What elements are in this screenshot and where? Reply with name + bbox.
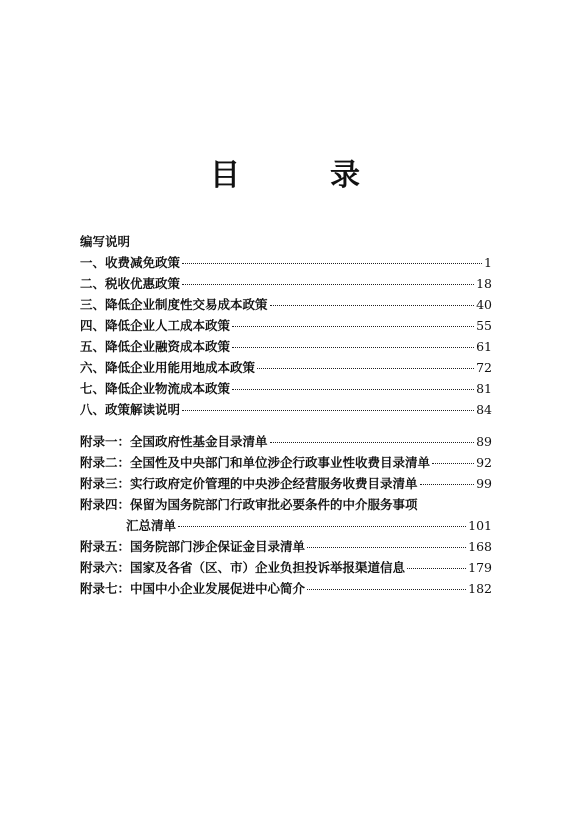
toc-entry-label: 二、税收优惠政策	[80, 276, 181, 291]
toc-entry-label: 附录五：国务院部门涉企保证金目录清单	[80, 539, 306, 554]
toc-entry-page: 101	[468, 518, 492, 533]
dot-leader	[307, 588, 466, 590]
dot-leader	[182, 283, 474, 285]
dot-leader	[232, 388, 474, 390]
dot-leader	[182, 409, 474, 411]
toc-entry-label: 七、降低企业物流成本政策	[80, 381, 231, 396]
dot-leader	[432, 462, 474, 464]
toc-entry-label: 三、降低企业制度性交易成本政策	[80, 297, 268, 312]
dot-leader	[420, 483, 475, 485]
table-of-contents	[80, 233, 492, 601]
toc-entry-chapter-3[interactable]	[80, 296, 492, 317]
toc-entry-page: 18	[476, 276, 492, 291]
toc-entry-page: 61	[476, 339, 492, 354]
toc-entry-chapter-5[interactable]	[80, 338, 492, 359]
toc-entry-label: 附录二：全国性及中央部门和单位涉企行政事业性收费目录清单	[80, 455, 431, 470]
dot-leader	[257, 367, 474, 369]
toc-entry-chapter-1[interactable]	[80, 254, 492, 275]
dot-leader	[270, 441, 475, 443]
toc-entry-appendix-4-continued[interactable]	[80, 517, 492, 538]
toc-entry-page: 40	[476, 297, 492, 312]
dot-leader	[407, 567, 466, 569]
toc-entry-page: 55	[476, 318, 492, 333]
toc-entry-appendix-4[interactable]	[80, 496, 492, 517]
dot-leader	[182, 262, 482, 264]
toc-entry-chapter-6[interactable]	[80, 359, 492, 380]
toc-entry-page: 92	[476, 455, 492, 470]
toc-entry-label: 五、降低企业融资成本政策	[80, 339, 231, 354]
toc-entry-label: 八、政策解读说明	[80, 402, 181, 417]
toc-entry-page: 84	[476, 402, 492, 417]
dot-leader	[232, 325, 474, 327]
toc-entry-chapter-8[interactable]	[80, 401, 492, 422]
toc-entry-label: 一、收费减免政策	[80, 255, 181, 270]
toc-entry-chapter-2[interactable]	[80, 275, 492, 296]
toc-entry-chapter-7[interactable]	[80, 380, 492, 401]
toc-entry-page: 168	[468, 539, 492, 554]
toc-entry-label: 四、降低企业人工成本政策	[80, 318, 231, 333]
toc-entry-label: 附录六：国家及各省（区、市）企业负担投诉举报渠道信息	[80, 560, 406, 575]
page-title: 目 录	[210, 158, 390, 193]
toc-entry-page: 81	[476, 381, 492, 396]
toc-entry-page: 72	[476, 360, 492, 375]
toc-entry-label-continued: 汇总清单	[126, 518, 177, 533]
toc-entry-appendix-5[interactable]	[80, 538, 492, 559]
toc-entry-chapter-4[interactable]	[80, 317, 492, 338]
intro-heading[interactable]: 编写说明	[80, 234, 131, 249]
toc-entry-page: 182	[468, 581, 492, 596]
toc-entry-label: 附录七：中国中小企业发展促进中心简介	[80, 581, 306, 596]
toc-entry-page: 1	[484, 255, 492, 270]
toc-entry-page: 89	[476, 434, 492, 449]
toc-entry-appendix-1[interactable]	[80, 433, 492, 454]
toc-entry-appendix-7[interactable]	[80, 580, 492, 601]
toc-entry-page: 179	[468, 560, 492, 575]
dot-leader	[307, 546, 466, 548]
toc-entry-appendix-2[interactable]	[80, 454, 492, 475]
toc-entry-label: 六、降低企业用能用地成本政策	[80, 360, 256, 375]
dot-leader	[270, 304, 475, 306]
dot-leader	[232, 346, 474, 348]
toc-entry-label: 附录四：保留为国务院部门行政审批必要条件的中介服务事项	[80, 497, 418, 512]
section-spacer	[80, 422, 492, 433]
dot-leader	[178, 525, 466, 527]
toc-entry-page: 99	[476, 476, 492, 491]
toc-entry-appendix-6[interactable]	[80, 559, 492, 580]
toc-entry-label: 附录三：实行政府定价管理的中央涉企经营服务收费目录清单	[80, 476, 418, 491]
toc-entry-label: 附录一：全国政府性基金目录清单	[80, 434, 268, 449]
toc-entry-appendix-3[interactable]	[80, 475, 492, 496]
